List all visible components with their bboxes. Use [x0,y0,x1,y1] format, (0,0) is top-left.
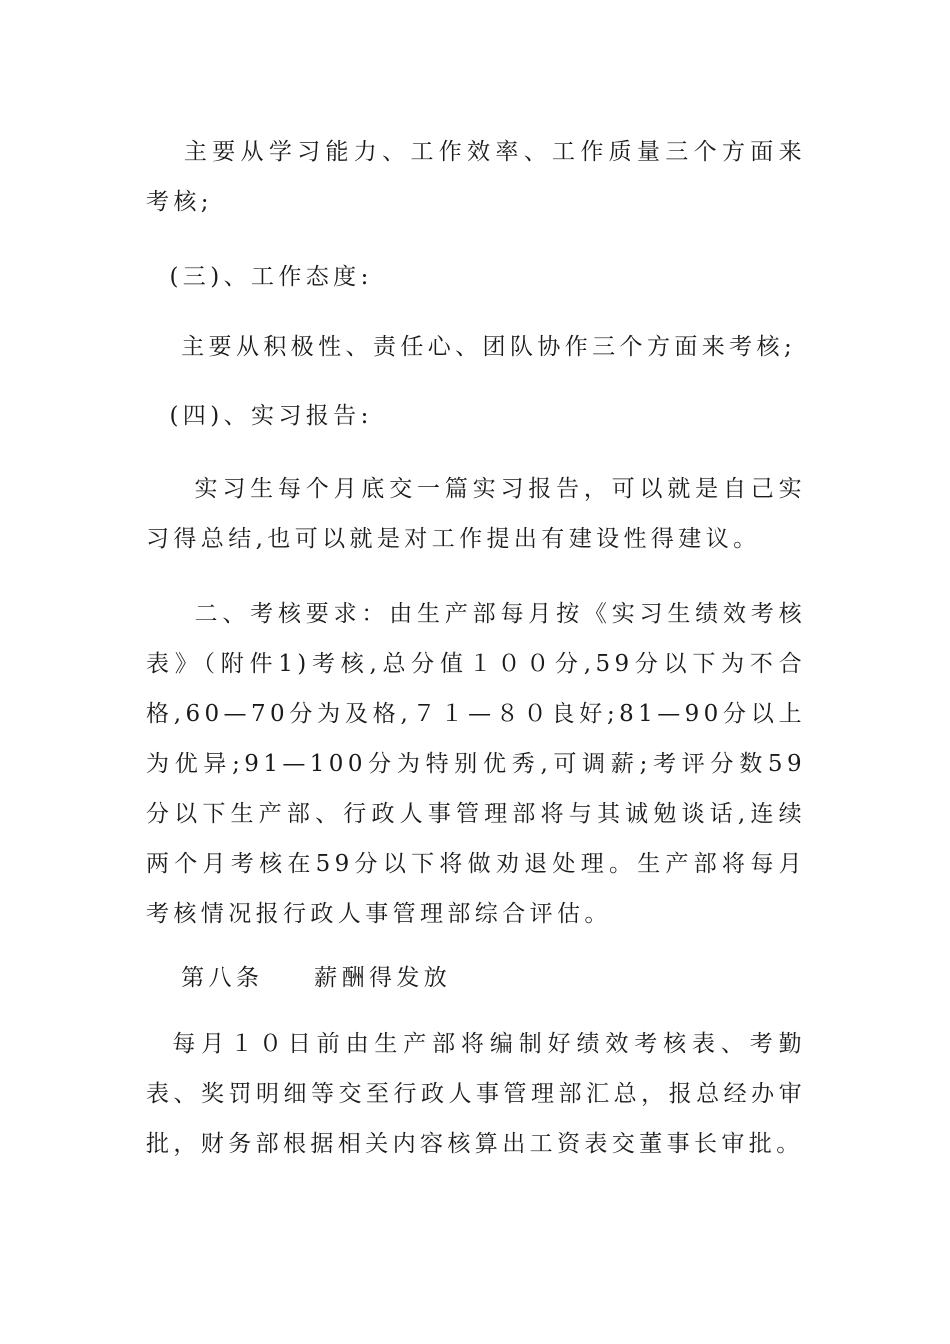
heading-work-attitude: (三)、工作态度: [146,264,373,290]
article-eight-heading: 第八条 薪酬得发放 [146,965,452,991]
paragraph-internship-report: 实习生每个月底交一篇实习报告，可以就是自己实习得总结,也可以就是对工作提出有建设性得建议。 [146,476,806,552]
heading-internship-report: (四)、实习报告: [146,403,373,429]
paragraph-work-attitude: 主要从积极性、责任心、团队协作三个方面来考核; [146,334,797,360]
paragraph-assessment-requirements: 二、考核要求：由生产部每月按《实习生绩效考核表》（附件1)考核,总分值１００分,59分以下为不合格,60—70分为及格,７１—８０良好;81—90分以上为优异;91—100分为特别优秀,可调薪;考评分数59分以下生产部、行政人事管理部将与其诚勉谈话,连续两个月考核在59分以下将做劝退处理。生产部将每月考核情况报行政人事管理部综合评估。 [146,601,806,927]
paragraph-salary-payment: 每月１０日前由生产部将编制好绩效考核表、考勤表、奖罚明细等交至行政人事管理部汇总，报总经办审批，财务部根据相关内容核算出工资表交董事长审批。 [146,1031,806,1157]
paragraph-work-ability: 主要从学习能力、工作效率、工作质量三个方面来考核; [146,139,806,215]
